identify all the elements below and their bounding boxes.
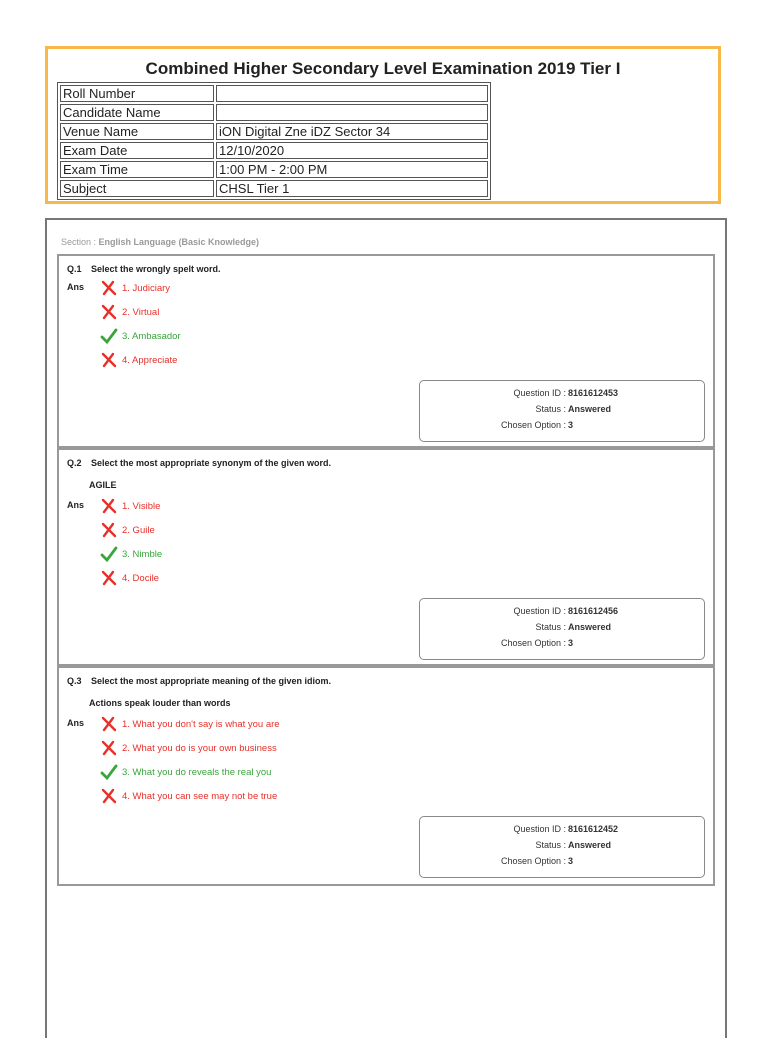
info-label: Roll Number — [60, 85, 214, 102]
info-row — [60, 104, 488, 121]
chosen-option-row — [501, 856, 566, 866]
exam-title: Combined Higher Secondary Level Examination 2019 Tier I — [145, 59, 621, 78]
ans-label: Ans — [67, 282, 85, 292]
status-value: Answered — [568, 622, 612, 632]
chosen-option-value: 3 — [568, 638, 574, 648]
status-row — [535, 622, 566, 632]
cross-icon — [99, 352, 119, 368]
check-icon — [99, 764, 119, 780]
chosen-option-row — [501, 638, 566, 648]
question-text: Select the wrongly spelt word. — [91, 264, 221, 274]
option-text: 4. Appreciate — [122, 354, 178, 366]
question-card — [57, 448, 715, 666]
info-row — [60, 123, 488, 140]
question-info-box — [419, 380, 705, 442]
chosen-option-value: 3 — [568, 856, 574, 866]
question-text: Select the most appropriate synonym of the given word. — [91, 458, 332, 468]
option-text: 3. Ambasador — [122, 330, 181, 342]
status-row — [535, 404, 566, 414]
option-text: 1. Judiciary — [122, 282, 171, 294]
question-id-row — [513, 824, 566, 834]
cross-icon — [99, 716, 119, 732]
question-card — [57, 254, 715, 448]
question-id-label: Question ID : — [513, 388, 566, 398]
option-text: 1. Visible — [122, 500, 161, 512]
question-id-row — [513, 388, 566, 398]
info-value: iON Digital Zne iDZ Sector 34 — [216, 123, 488, 140]
question-id-label: Question ID : — [513, 606, 566, 616]
cross-icon — [99, 740, 119, 756]
ans-label: Ans — [67, 500, 85, 510]
info-label: Exam Time — [60, 161, 214, 178]
cross-icon — [99, 304, 119, 320]
info-value — [216, 104, 488, 121]
option-text: 2. Guile — [122, 524, 155, 536]
option-item — [99, 328, 181, 344]
option-text: 4. Docile — [122, 572, 159, 584]
info-label: Subject — [60, 180, 214, 197]
info-value: 12/10/2020 — [216, 142, 488, 159]
info-label: Exam Date — [60, 142, 214, 159]
status-label: Status : — [535, 404, 566, 414]
option-text: 3. Nimble — [122, 548, 163, 560]
candidate-info-table — [57, 82, 491, 200]
cross-icon — [99, 788, 119, 804]
info-row — [60, 142, 488, 159]
info-label: Venue Name — [60, 123, 214, 140]
option-item — [99, 570, 159, 586]
cross-icon — [99, 522, 119, 538]
info-row — [60, 85, 488, 102]
option-item — [99, 764, 271, 780]
check-icon — [99, 546, 119, 562]
info-label: Candidate Name — [60, 104, 214, 121]
info-row — [60, 180, 488, 197]
question-number: Q.2 — [67, 458, 82, 468]
question-subtext: Actions speak louder than words — [89, 698, 231, 708]
section-name: English Language (Basic Knowledge) — [98, 237, 260, 247]
question-id-value: 8161612452 — [568, 824, 619, 834]
question-panel — [45, 218, 727, 1038]
option-item — [99, 280, 170, 296]
status-value: Answered — [568, 840, 612, 850]
question-text: Select the most appropriate meaning of the given idiom. — [91, 676, 332, 686]
option-text: 1. What you don't say is what you are — [122, 718, 280, 730]
cross-icon — [99, 280, 119, 296]
chosen-option-value: 3 — [568, 420, 574, 430]
chosen-option-label: Chosen Option : — [500, 420, 566, 430]
chosen-option-row — [501, 420, 566, 430]
question-id-label: Question ID : — [513, 824, 566, 834]
option-text: 2. What you do is your own business — [122, 742, 277, 754]
check-icon — [99, 328, 119, 344]
status-label: Status : — [535, 622, 566, 632]
option-item — [99, 716, 280, 732]
option-item — [99, 740, 277, 756]
option-item — [99, 522, 155, 538]
question-info-box — [419, 598, 705, 660]
question-card — [57, 666, 715, 886]
option-item — [99, 352, 177, 368]
status-label: Status : — [535, 840, 566, 850]
option-text: 3. What you do reveals the real you — [122, 766, 272, 778]
info-value: CHSL Tier 1 — [216, 180, 488, 197]
question-id-row — [513, 606, 566, 616]
option-item — [99, 304, 159, 320]
status-value: Answered — [568, 404, 612, 414]
question-number: Q.3 — [67, 676, 82, 686]
option-item — [99, 546, 162, 562]
cross-icon — [99, 570, 119, 586]
chosen-option-label: Chosen Option : — [500, 856, 566, 866]
question-number: Q.1 — [67, 264, 82, 274]
section-label — [61, 237, 259, 247]
question-id-value: 8161612456 — [568, 606, 619, 616]
exam-header — [45, 46, 721, 204]
option-text: 4. What you can see may not be true — [122, 790, 278, 802]
status-row — [535, 840, 566, 850]
info-row — [60, 161, 488, 178]
section-prefix: Section : — [61, 237, 99, 247]
question-subtext: AGILE — [89, 480, 117, 490]
chosen-option-label: Chosen Option : — [500, 638, 566, 648]
question-id-value: 8161612453 — [568, 388, 619, 398]
ans-label: Ans — [67, 718, 85, 728]
info-value — [216, 85, 488, 102]
option-item — [99, 788, 277, 804]
question-info-box — [419, 816, 705, 878]
info-value: 1:00 PM - 2:00 PM — [216, 161, 488, 178]
option-text: 2. Virtual — [122, 306, 160, 318]
cross-icon — [99, 498, 119, 514]
option-item — [99, 498, 160, 514]
